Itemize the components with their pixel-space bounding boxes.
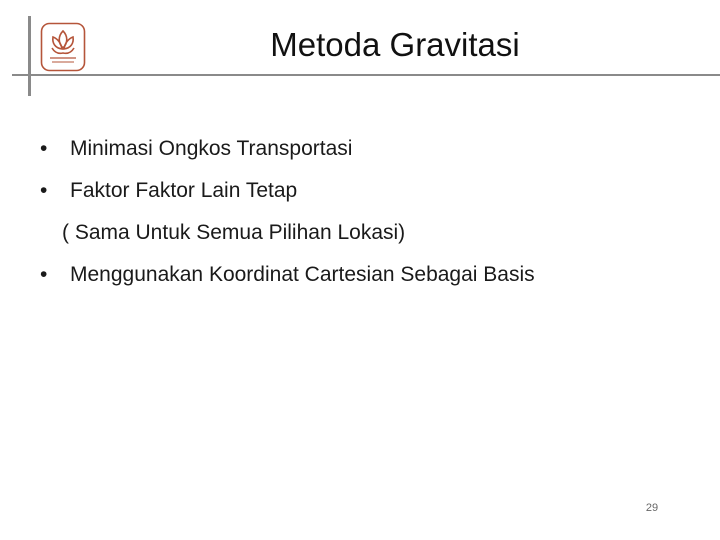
bullet-list — [40, 128, 700, 296]
bullet-marker: • — [40, 179, 48, 202]
bullet-text: Minimasi Ongkos Transportasi — [70, 137, 353, 160]
frame-horizontal-line — [12, 74, 720, 76]
bullet-text: Faktor Faktor Lain Tetap — [70, 179, 298, 202]
slide-title: Metoda Gravitasi — [270, 26, 520, 63]
bullet-marker: • — [40, 137, 48, 160]
bullet-item — [40, 128, 700, 170]
bullet-continuation-text: ( Sama Untuk Semua Pilihan Lokasi) — [62, 221, 406, 244]
bullet-marker: • — [40, 263, 48, 286]
page-number: 29 — [645, 502, 659, 514]
bullet-item — [40, 254, 700, 296]
bullet-text: Menggunakan Koordinat Cartesian Sebagai Basis — [70, 263, 535, 286]
bullet-item — [40, 170, 700, 212]
frame-vertical-line — [28, 16, 31, 96]
lotus-emblem-icon — [40, 22, 86, 72]
